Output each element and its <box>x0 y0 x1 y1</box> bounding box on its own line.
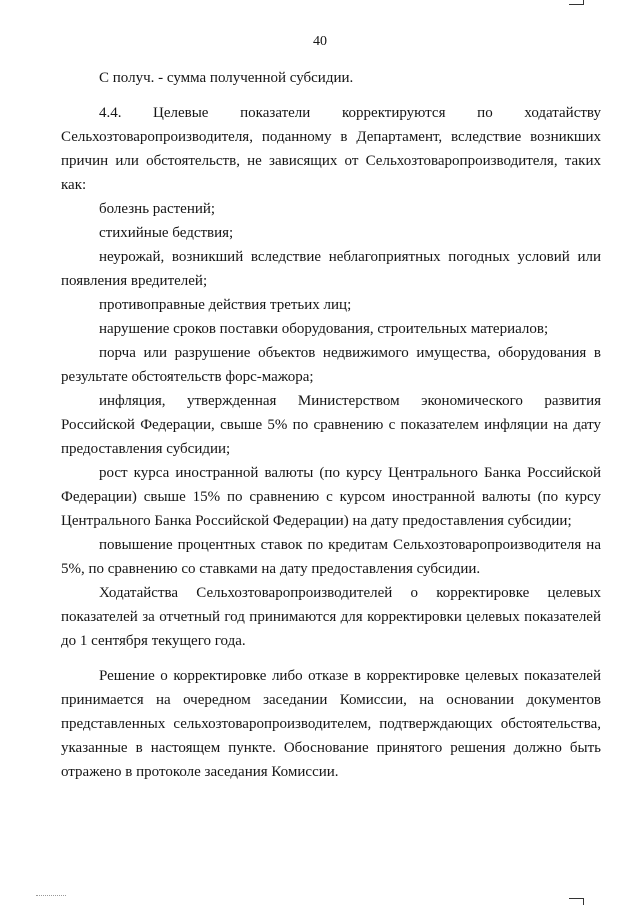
reason-item: порча или разрушение объектов недвижимого имущества, оборудования в результате обстоятельств форс-мажора; <box>61 345 601 385</box>
reason-item: стихийные бедствия; <box>99 225 234 241</box>
scan-marks <box>36 895 66 897</box>
reason-item: нарушение сроков поставки оборудования, строительных материалов; <box>99 321 549 337</box>
reason-item: болезнь растений; <box>99 201 216 217</box>
clause-number: 4.4. <box>99 105 122 121</box>
clause-4-4 <box>61 101 601 197</box>
reason-item: неурожай, возникший вследствие неблагоприятных погодных условий или появления вредителей; <box>61 249 601 289</box>
page-number: 40 <box>313 34 327 49</box>
clause-text: Целевые показатели корректируются по ходатайству Сельхозтоваропроизводителя, поданному в Департамент, вследствие возникших причин или обстоятельств, не зависящих от Сельхозтоваропроизводителя, таких как: <box>61 105 601 193</box>
document-body <box>61 66 601 784</box>
reason-item: инфляция, утвержденная Министерством экономического развития Российской Федерации, свыше 5% по сравнению с показателем инфляции на дату предоставления субсидии; <box>61 393 601 457</box>
scan-corner-mark-bottom <box>569 898 584 905</box>
formula-note: С получ. - сумма полученной субсидии. <box>99 70 354 86</box>
reason-item: рост курса иностранной валюты (по курсу Центрального Банка Российской Федерации) свыше 15% по сравнению с курсом иностранной валюты (по курсу Центрального Банка Российской Федерации) на дату предоставления субсидии; <box>61 465 601 529</box>
reason-item: повышение процентных ставок по кредитам Сельхозтоваропроизводителя на 5%, по сравнению со ставками на дату предоставления субсидии. <box>61 537 601 577</box>
decision-paragraph: Решение о корректировке либо отказе в корректировке целевых показателей принимается на очередном заседании Комиссии, на основании документов представленных сельхозтоваропроизводителем, подтверждающих обстоятельства, указанные в настоящем пункте. Обоснование принятого решения должно быть отражено в протоколе заседания Комиссии. <box>61 668 601 780</box>
reason-item: противоправные действия третьих лиц; <box>99 297 352 313</box>
reasons-list <box>61 197 601 581</box>
scan-corner-mark-top <box>569 0 584 5</box>
petition-deadline-paragraph: Ходатайства Сельхозтоваропроизводителей о корректировке целевых показателей за отчетный год принимаются для корректировки целевых показателей до 1 сентября текущего года. <box>61 585 601 649</box>
